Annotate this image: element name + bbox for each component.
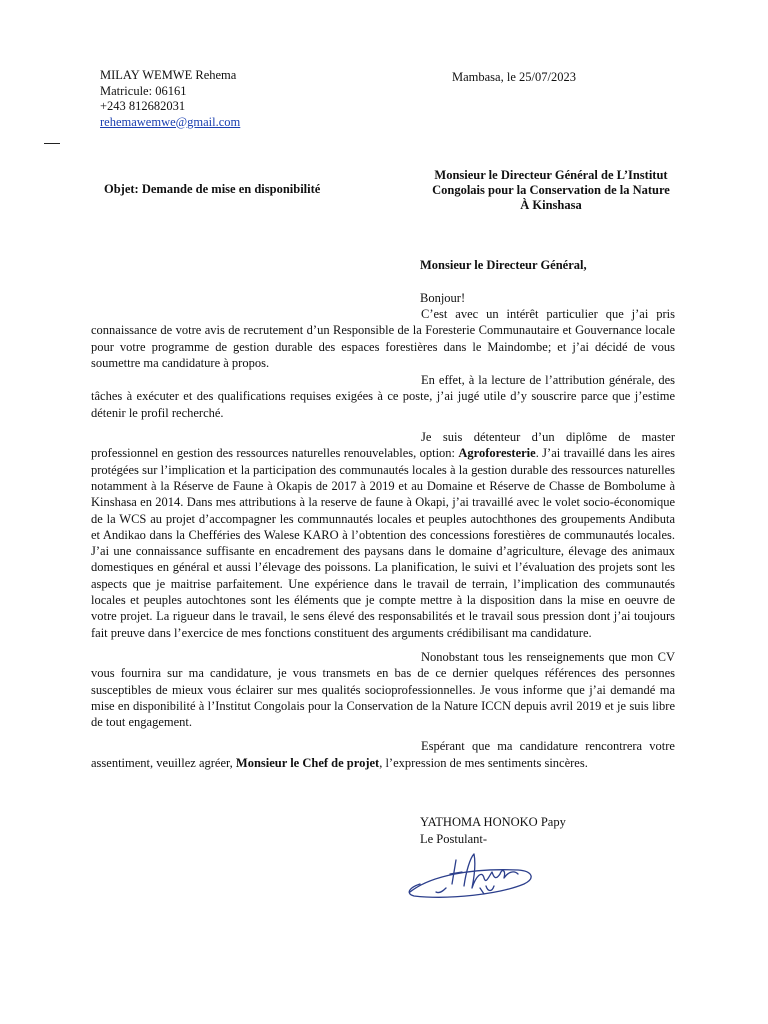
paragraph-5-start: Espérant que ma candidature rencontrera votre assentiment, veuillez agréer, [91,739,675,770]
paragraph-3-option: Agroforesterie [458,446,536,461]
sender-matricule: Matricule: 06161 [100,83,187,98]
letter-body [91,306,675,772]
signatory-name: YATHOMA HONOKO Papy [420,815,566,829]
paragraph-5 [91,738,675,771]
sender-phone: +243 812682031 [100,99,186,113]
sender-block [100,68,240,130]
paragraph-1: C’est avec un intérêt particulier que j’ai pris connaissance de votre avis de recrutement d’un Responsible de la Foresterie Communautaire et Gouvernance locale pour votre programme de gestion durable des espaces forestières dans le Maindombe; et j’ai décidé de vous soumettre ma candidature à propos. [91,307,675,370]
paragraph-3-start: Je suis détenteur d’un diplôme de master professionnel en gestion des ressources naturelles renouvelables, option: [91,430,675,461]
letter-date: Mambasa, le 25/07/2023 [452,70,576,84]
paragraph-2: En effet, à la lecture de l’attribution générale, des tâches à exécuter et des qualifications requises exigées à ce poste, j’ai jugé utile d’y souscrire parce que j’estime détenir le profil recherché. [91,373,675,420]
letter-subject: Objet: Demande de mise en disponibilité [104,182,321,196]
paragraph-5-end: , l’expression de mes sentiments sincères. [379,755,588,770]
recipient-line-1: Monsieur le Directeur Général de L’Institut [434,168,668,182]
paragraph-3 [91,429,675,641]
paragraph-3-rest: . J’ai travaillé dans les aires protégées sur l’implication et la participation des communautés locales à la gestion durable des ressources naturelles notamment à la Réserve de Faune à Okapis de 2017 à 2019 et au Domaine et Réserve de Chasse de Bombolume à Kinshasa en 2014. Dans mes attributions à la reserve de faune à Okapi, j’ai travaillé avec le volet socio-économique de la WCS au projet d’accompagner les communnautés locales et peuples autochthones des groupements Andibuta et Andikao dans la Chefféries des Walese KARO à l’obtention des concessions forestières de communautés locales. J’ai une connaissance suffisante en encadrement des paysans dans le domaine d’agriculture, élevage des animaux domestiques en général et aussi l’élevage des poissons. La planification, le suivi et l’évaluation des projets sont les aspects que je maitrise parfaitement. Une expérience dans le travail de terrain, l’implication des communautés locales et peuples autochtones sont les éléments que je compte mettre à la disposition dans la mise en oeuvre de votre projet. La rigueur dans le travail, le sens élevé des responsabilités et le travail sous pression dont j’ai toujours fait preuve dans l’exercice de mes fonctions constituent des arguments crédibilisant ma candidature. [91,446,675,640]
recipient-line-2: Congolais pour la Conservation de la Nature [432,183,670,197]
handwritten-signature [400,848,550,904]
sender-email-link[interactable]: rehemawemwe@gmail.com [100,114,241,129]
signatory-role: Le Postulant- [420,831,488,846]
recipient-block [420,168,682,213]
sender-name: MILAY WEMWE Rehema [100,68,237,82]
paragraph-4: Nonobstant tous les renseignements que mon CV vous fournira sur ma candidature, je vous transmets en bas de ce dernier quelques références des personnes susceptibles de mieux vous éclairer sur mes qualités socioprofessionnelles. Je vous informe que j’ai demandé ma mise en disponibilité à l’Institut Congolais pour la Conservation de la Nature ICCN depuis avril 2019 et je suis libre de tout engagement. [91,649,675,730]
paragraph-5-addressee: Monsieur le Chef de projet [235,755,380,770]
recipient-line-3: À Kinshasa [520,198,582,212]
divider-dash [44,143,60,144]
signatory-block [420,814,566,847]
greeting: Bonjour! [420,291,466,305]
salutation: Monsieur le Directeur Général, [420,258,587,272]
